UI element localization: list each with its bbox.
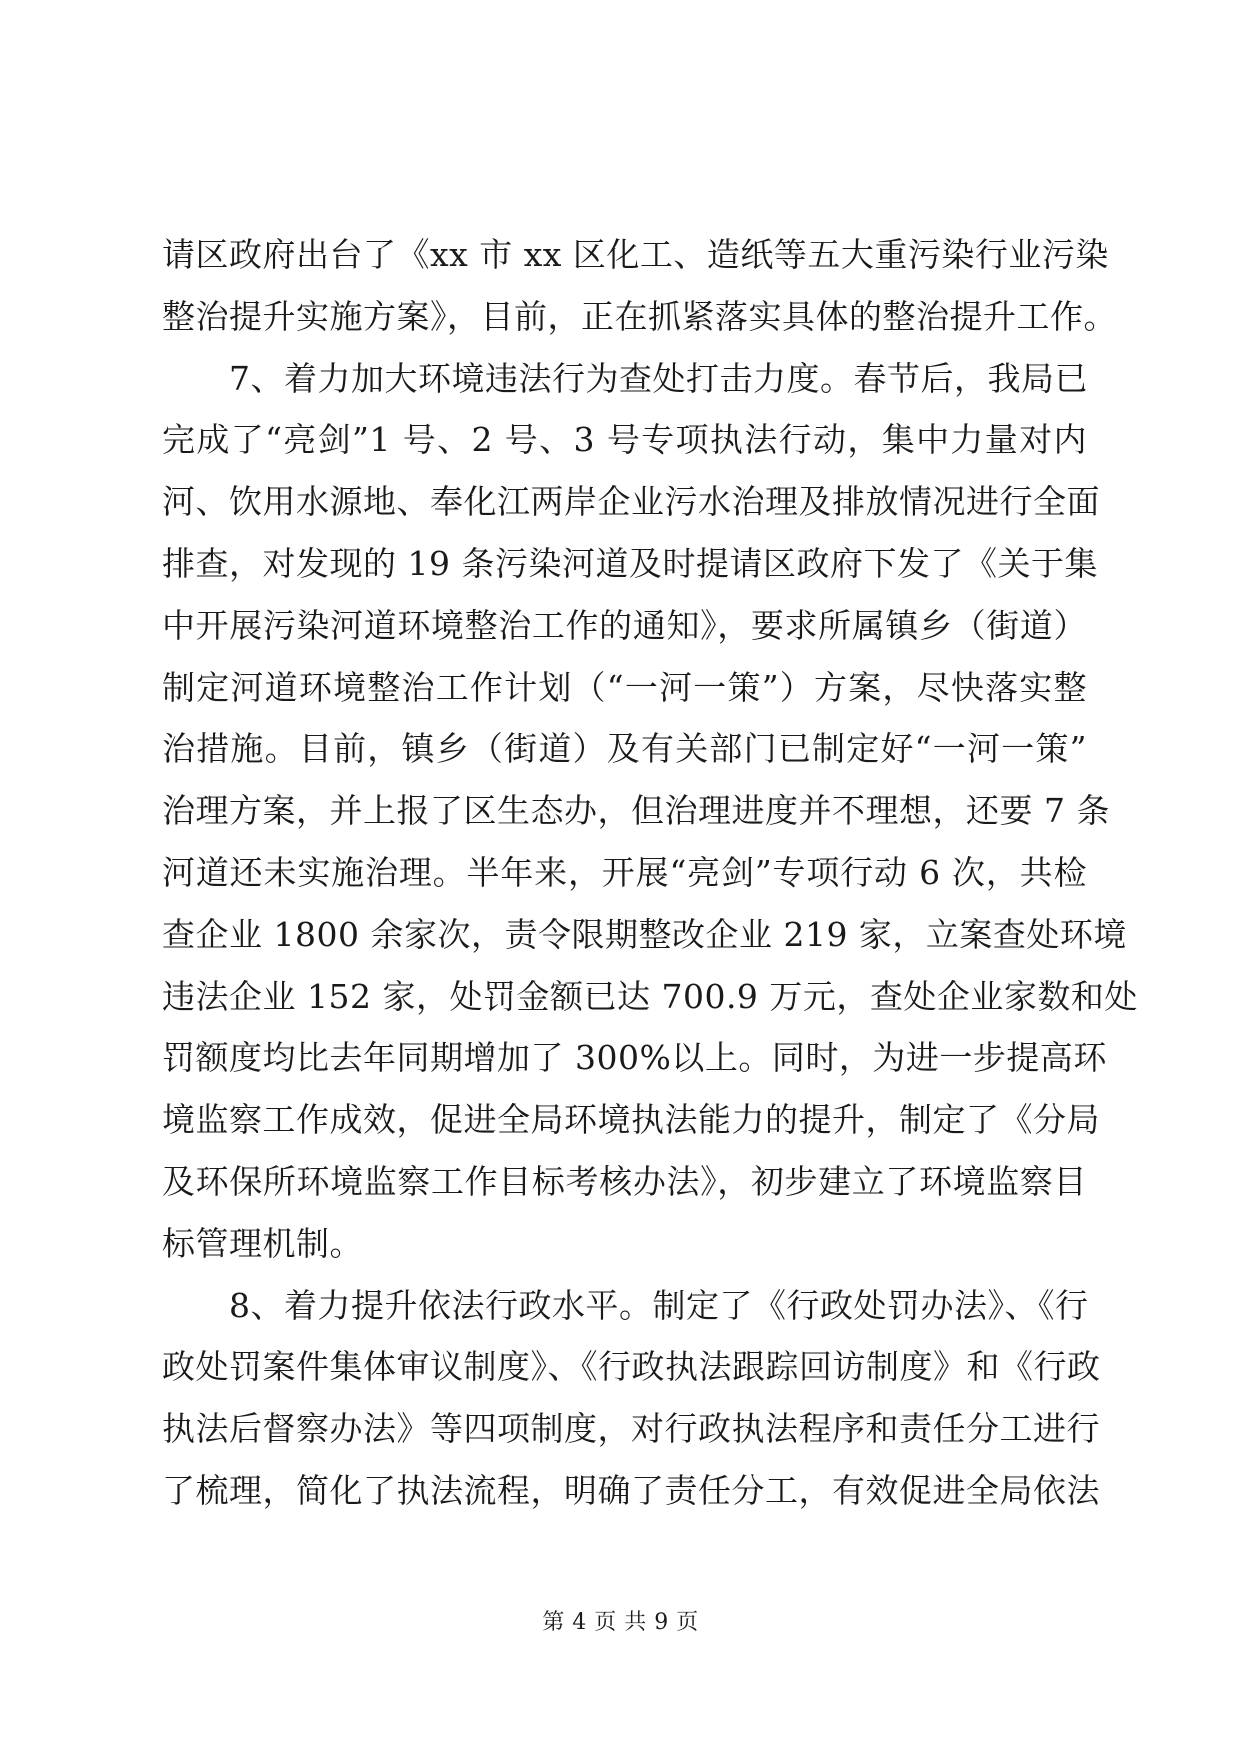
text-line: 罚额度均比去年同期增加了 300%以上。同时，为进一步提高环 [162, 1038, 1107, 1078]
paragraph-8-first-line: 8、着力提升依法行政水平。制定了《行政处罚办法》、《行 [229, 1285, 1089, 1325]
page-number-footer: 第 4 页 共 9 页 [542, 1610, 699, 1635]
text-line: 及环保所环境监察工作目标考核办法》，初步建立了环境监察目 [162, 1161, 1087, 1201]
text-line: 标管理机制。 [162, 1223, 363, 1263]
paragraph-7-first-line: 7、着力加大环境违法行为查处打击力度。春节后，我局已 [229, 358, 1088, 398]
text-line: 治措施。目前，镇乡（街道）及有关部门已制定好“一河一策” [162, 729, 1087, 769]
text-line: 制定河道环境整治工作计划（“一河一策”）方案，尽快落实整 [162, 667, 1087, 707]
text-line: 中开展污染河道环境整治工作的通知》，要求所属镇乡（街道） [162, 605, 1087, 645]
text-line: 查企业 1800 余家次，责令限期整改企业 219 家，立案查处环境 [162, 914, 1127, 954]
text-line: 了梳理，简化了执法流程，明确了责任分工，有效促进全局依法 [162, 1470, 1100, 1510]
text-line: 治理方案，并上报了区生态办，但治理进度并不理想，还要 7 条 [162, 791, 1110, 831]
text-line: 政处罚案件集体审议制度》、《行政执法跟踪回访制度》和《行政 [162, 1347, 1101, 1387]
text-line: 境监察工作成效，促进全局环境执法能力的提升，制定了《分局 [162, 1100, 1100, 1140]
text-line: 完成了“亮剑”1 号、2 号、3 号专项执法行动，集中力量对内 [162, 420, 1087, 460]
text-line: 河道还未实施治理。半年来，开展“亮剑”专项行动 6 次，共检 [162, 852, 1087, 892]
text-line: 排查，对发现的 19 条污染河道及时提请区政府下发了《关于集 [162, 543, 1098, 583]
text-line: 违法企业 152 家，处罚金额已达 700.9 万元，查处企业家数和处 [162, 976, 1138, 1016]
text-line: 河、饮用水源地、奉化江两岸企业污水治理及排放情况进行全面 [162, 482, 1100, 522]
text-line: 执法后督察办法》等四项制度，对行政执法程序和责任分工进行 [162, 1409, 1100, 1449]
text-line: 整治提升实施方案》，目前，正在抓紧落实具体的整治提升工作。 [162, 296, 1117, 336]
document-body [162, 224, 1138, 1522]
text-line: 请区政府出台了《xx 市 xx 区化工、造纸等五大重污染行业污染 [162, 235, 1109, 274]
